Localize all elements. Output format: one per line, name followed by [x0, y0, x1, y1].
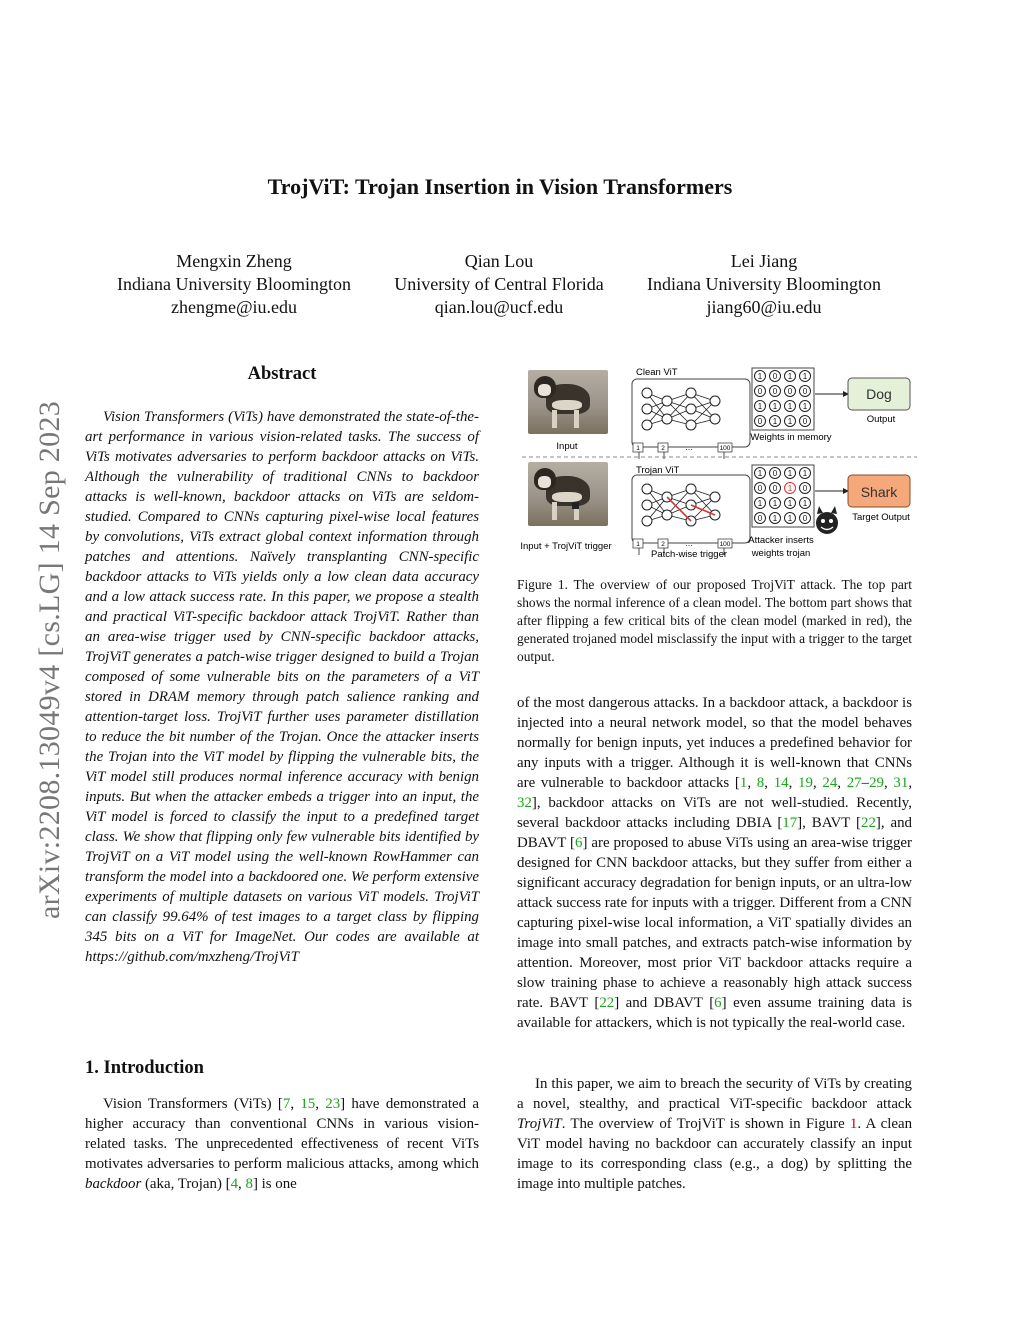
citation-link[interactable]: 24 [822, 775, 838, 791]
arxiv-identifier [30, 350, 70, 970]
citation-link[interactable]: 8 [245, 1176, 253, 1192]
author-affiliation: Indiana University Bloomington [647, 274, 881, 294]
citation-link[interactable]: 22 [861, 815, 876, 831]
dog-label: Dog [866, 386, 892, 402]
text-run: ] is one [252, 1176, 297, 1192]
weights-memory-label: Weights in memory [750, 432, 832, 443]
patch-ellipsis: … [685, 443, 693, 452]
network-neuron [686, 420, 696, 430]
memory-bit-value: 0 [802, 484, 808, 493]
citation-link[interactable]: 27 [846, 775, 862, 791]
input-trigger-label: Input + TrojViT trigger [520, 541, 612, 552]
input-label: Input [556, 441, 578, 452]
memory-bit-value: 0 [772, 484, 778, 493]
text-run: . A clean ViT model having no backdoor can accurately classify an input image to its corresponding class (e.g., a dog) by splitting the image into multiple patches. [517, 1116, 913, 1192]
text-run: of the most dangerous attacks. In a backdoor attack, a backdoor is injected into a neural network model, so that the model behaves normally for benign inputs, yet induces a predefined behavior for any inputs with a trigger. Although it is well-known that CNNs are vulnerable to backdoor attacks [ [517, 695, 912, 791]
citation-link[interactable]: 17 [782, 815, 798, 831]
citation-link[interactable]: 29 [869, 775, 884, 791]
memory-bit-value: 0 [757, 387, 763, 396]
author-affiliation: University of Central Florida [394, 274, 604, 294]
patch-label: 2 [661, 541, 665, 548]
clean-vit-network [632, 379, 750, 459]
text-run: ], backdoor attacks on ViTs are not well-studied. Recently, several backdoor attacks including DBIA [ [517, 795, 912, 831]
network-neuron [642, 500, 652, 510]
author-block [383, 250, 615, 319]
memory-bit-value: 0 [772, 387, 778, 396]
section-heading-introduction: 1. Introduction [85, 1058, 204, 1078]
network-neuron [642, 484, 652, 494]
author-name: Lei Jiang [730, 251, 798, 271]
citation-link[interactable]: 7 [282, 1096, 291, 1112]
text-run: . The overview of TrojViT is shown in Figure [561, 1116, 850, 1132]
network-neuron [662, 396, 672, 406]
author-name: Mengxin Zheng [176, 251, 292, 271]
intro-paragraph: Vision Transformers (ViTs) [7, 15, 23] have demonstrated a higher accuracy than conventional CNNs in various vision-related tasks. The unprecedented effectiveness of recent ViTs motivates adversaries to perform malicious attacks, among which backdoor (aka, Trojan) [4, 8] is one [85, 1096, 479, 1192]
right-column-paragraph-2 [517, 1074, 912, 1194]
text-run: In this paper, we aim to breach the security of ViTs by creating a novel, stealthy, and practical ViT-specific backdoor attack [517, 1076, 912, 1112]
memory-bit-value: 1 [787, 372, 793, 381]
network-neuron [642, 516, 652, 526]
memory-bit-value: 0 [802, 417, 808, 426]
target-output-label: Target Output [852, 512, 910, 523]
memory-bit-value: 1 [787, 402, 793, 411]
weights-memory-bottom [752, 465, 814, 527]
memory-bit-value: 0 [802, 387, 808, 396]
author-email: qian.lou@ucf.edu [434, 297, 564, 317]
memory-bit-value: 0 [757, 514, 763, 523]
memory-bit-value: 1 [802, 402, 808, 411]
memory-bit-value: 1 [757, 372, 763, 381]
output-label: Output [866, 414, 896, 425]
citation-link[interactable]: 6 [714, 995, 722, 1011]
network-neuron [662, 510, 672, 520]
memory-bit-value: 1 [757, 499, 763, 508]
patch-label: 1 [636, 541, 640, 548]
text-run: TrojViT [517, 1116, 562, 1132]
text-run: – [861, 775, 870, 791]
figure-caption: Figure 1. The overview of our proposed TrojViT attack. The top part shows the normal inference of a clean model. The bottom part shows that after flipping a few critical bits of the clean model (marked in red), the generated trojaned model misclassify the input with a trigger to the target output. [517, 577, 912, 664]
figure-reference-link[interactable]: 1 [849, 1116, 858, 1132]
patch-trigger-label: Patch-wise trigger [650, 549, 728, 560]
network-neuron [662, 414, 672, 424]
text-run: ] and DBAVT [ [614, 995, 715, 1011]
trojan-vit-network [632, 475, 750, 555]
network-neuron [710, 414, 720, 424]
author-name: Qian Lou [464, 251, 534, 271]
memory-bit-value: 1 [772, 514, 778, 523]
text-run: ] are proposed to abuse ViTs using an area-wise trigger designed for CNN backdoor attacks, but they suffer from either a significant accuracy degradation for benign inputs, or an ultra-low attack success rate for inputs with a trigger. Different from a CNN capturing pixel-wise local information, a ViT spatially divides an image into small patches, and extracts patch-wise information by attention. Moreover, most prior ViT backdoor attacks require a slow training phase to achieve a reasonably high attack success rate. BAVT [ [517, 835, 912, 1011]
citation-link[interactable]: 31 [893, 775, 909, 791]
text-run: ], BAVT [ [797, 815, 861, 831]
figure-diagram [517, 362, 917, 567]
memory-bit-value: 0 [757, 484, 763, 493]
network-neuron [710, 396, 720, 406]
author-email: jiang60@iu.edu [706, 297, 822, 317]
network-neuron [642, 420, 652, 430]
network-neuron [710, 492, 720, 502]
memory-bit-value: 1 [787, 469, 793, 478]
memory-bit-value: 0 [757, 417, 763, 426]
memory-bit-value: 1 [772, 402, 778, 411]
network-neuron [686, 388, 696, 398]
author-affiliation: Indiana University Bloomington [117, 274, 351, 294]
author-block [634, 250, 894, 319]
weights-memory-top [752, 368, 814, 430]
attacker-label-line1: Attacker inserts [748, 535, 814, 546]
shark-label: Shark [860, 484, 898, 500]
citation-link[interactable]: 19 [798, 775, 813, 791]
citation-link[interactable]: 1 [739, 775, 748, 791]
trojan-vit-label: Trojan ViT [636, 465, 680, 476]
memory-bit-value: 1 [802, 499, 808, 508]
memory-bit-value: 1 [787, 484, 793, 493]
network-neuron [642, 404, 652, 414]
text-run: Vision Transformers (ViTs) [ [103, 1096, 283, 1112]
citation-link[interactable]: 23 [325, 1096, 341, 1112]
text-run: ] have demonstrated a higher accuracy than conventional CNNs in various vision-related tasks. The unprecedented effectiveness of recent ViTs motivates adversaries to perform malicious attacks, among which [85, 1096, 479, 1172]
devil-attacker-icon [816, 506, 838, 534]
citation-link[interactable]: 32 [517, 795, 532, 811]
memory-bit-value: 1 [772, 499, 778, 508]
citation-link[interactable]: 22 [599, 995, 615, 1011]
patch-label: 100 [719, 445, 731, 452]
author-email: zhengme@iu.edu [170, 297, 298, 317]
patch-label: 100 [719, 541, 731, 548]
abstract-text: Vision Transformers (ViTs) have demonstrated the state-of-the-art performance in various vision-related tasks. The success of ViTs motivates adversaries to perform backdoor attacks on ViTs. Although the vulnerability of traditional CNNs to backdoor attacks is well-known, backdoor attacks on ViTs are seldom-studied. Compared to CNNs capturing pixel-wise local features by convolutions, ViTs extract global context information through patches and attentions. Naïvely transplanting CNN-specific backdoor attacks to ViTs yields only a low clean data accuracy and a low attack success rate. In this paper, we propose a stealth and practical ViT-specific backdoor attack TrojViT. Rather than an area-wise trigger used by CNN-specific backdoor attacks, TrojViT generates a patch-wise trigger designed to build a Trojan composed of some vulnerable bits on the parameters of a ViT stored in DRAM memory through patch salience ranking and attention-target loss. TrojViT further uses parameter distillation to reduce the bit number of the Trojan. Once the attacker inserts the Trojan into the ViT model by flipping the vulnerable bits, the ViT model still produces normal inference accuracy with benign inputs. But when the attacker embeds a trigger into an input, the ViT model is forced to classify the input to a predefined target class. We show that flipping only few vulnerable bits identified by TrojViT on a ViT model using the well-known RowHammer can transform the model into a backdoored one. We perform extensive experiments of multiple datasets on various ViT models. TrojViT can classify 99.64% of test images to a target class by flipping 345 bits on a ViT for ImageNet. Our codes are available at https://github.com/mxzheng/TrojViT [85, 409, 479, 965]
attacker-label-line2: weights trojan [751, 548, 811, 559]
figure-1 [517, 362, 917, 567]
citation-link[interactable]: 4 [230, 1176, 239, 1192]
memory-bit-value: 0 [787, 387, 793, 396]
paper-title: TrojViT: Trojan Insertion in Vision Transformers [267, 174, 733, 199]
memory-bit-value: 1 [802, 469, 808, 478]
text-run: backdoor [85, 1176, 142, 1192]
arxiv-label: arXiv:2208.13049v4 [cs.LG] 14 Sep 2023 [33, 400, 66, 920]
patch-label: 1 [636, 445, 640, 452]
network-neuron [686, 484, 696, 494]
memory-bit-value: 1 [787, 499, 793, 508]
memory-bit-value: 1 [757, 402, 763, 411]
memory-bit-value: 1 [757, 469, 763, 478]
text-run: ] even assume training data is available for attackers, which is not typically the real-world case. [517, 995, 912, 1031]
memory-bit-value: 0 [772, 372, 778, 381]
right-column-paragraph-1: of the most dangerous attacks. In a backdoor attack, a backdoor is injected into a neural network model, so that the model behaves normally for benign inputs, yet induces a predefined behavior for any inputs with a trigger. Although it is well-known that CNNs are vulnerable to backdoor attacks [1, 8, 14, 19, 24, 27–29, 31, 32], backdoor attacks on ViTs are not well-studied. Recently, several backdoor attacks including DBIA [17], BAVT [22], and DBAVT [6] are proposed to abuse ViTs using an area-wise trigger designed for CNN backdoor attacks, but they suffer from either a significant accuracy degradation for benign inputs, or an ultra-low attack success rate for inputs with a trigger. Different from a CNN capturing pixel-wise local information, a ViT spatially divides an image into small patches, and extracts patch-wise information by attention. Moreover, most prior ViT backdoor attacks require a slow training phase to achieve a reasonably high attack success rate. BAVT [22] and DBAVT [6] even assume training data is available for attackers, which is not typically the real-world case. [517, 695, 913, 1031]
network-neuron [642, 388, 652, 398]
memory-bit-value: 1 [802, 372, 808, 381]
clean-vit-label: Clean ViT [636, 367, 678, 378]
citation-link[interactable]: 6 [575, 835, 583, 851]
memory-bit-value: 1 [787, 514, 793, 523]
text-run: (aka, Trojan) [ [141, 1176, 231, 1192]
citation-link[interactable]: 8 [756, 775, 765, 791]
patch-label: 2 [661, 445, 665, 452]
abstract-heading: Abstract [247, 364, 317, 384]
author-block [104, 250, 364, 319]
network-neuron [686, 404, 696, 414]
memory-bit-value: 0 [802, 514, 808, 523]
text-run: ], and DBAVT [ [517, 815, 912, 851]
memory-bit-value: 0 [772, 469, 778, 478]
citation-link[interactable]: 15 [300, 1096, 316, 1112]
citation-link[interactable]: 14 [773, 775, 789, 791]
patch-ellipsis: … [685, 539, 693, 548]
memory-bit-value: 1 [787, 417, 793, 426]
memory-bit-value: 1 [772, 417, 778, 426]
